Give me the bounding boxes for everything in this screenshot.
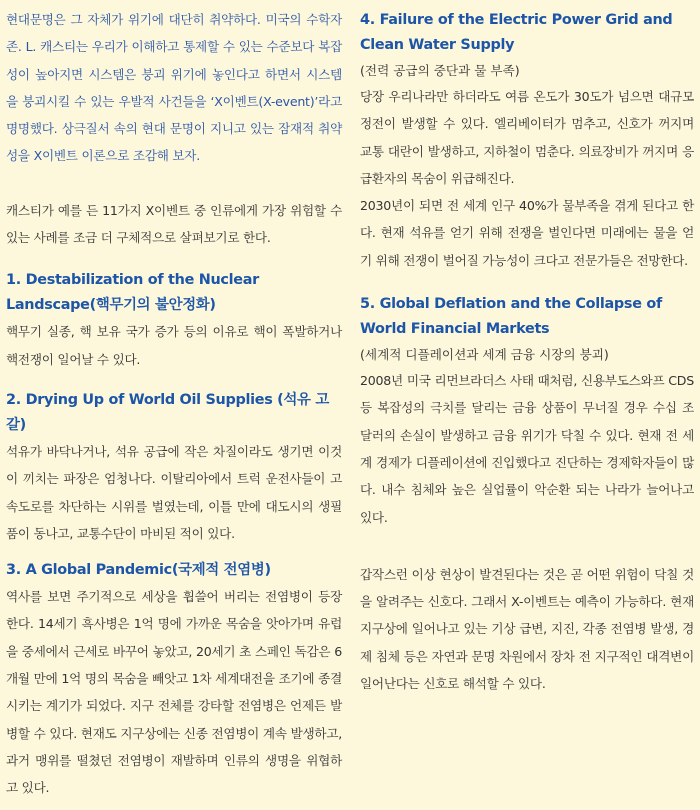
closing-paragraph: 갑작스런 이상 현상이 발견된다는 것은 곧 어떤 위험이 닥칠 것을 알려주는 신호다. 그래서 X-이벤트는 예측이 가능하다. 현재 지구상에 일어나고 있는 기상 급변, 지진, 각종 전염병 발생, 경제 침체 등은 자연과 문명 차원에서 장차 전 지구적인 대격변이 일어난다는 신호로 해석할 수 있다. xyxy=(360,566,694,692)
section-5-paragraph: 2008년 미국 리먼브라더스 사태 때처럼, 신용부도스와프 CDS 등 복잡성의 극치를 달리는 금융 상품이 무너질 경우 수십 조 달러의 손실이 발생하고 금융 위기가 닥칠 수 있다. 현재 전 세계 경제가 디플레이션에 진입했다고 진단하는 경제학자들이 많다. 내수 침체와 높은 실업률이 악순환 되는 나라가 늘어나고 있다. xyxy=(360,373,694,525)
section-4-subtitle: (전력 공급의 중단과 물 부족) xyxy=(360,63,520,78)
section-4 xyxy=(360,8,694,274)
section-5-subtitle: (세계적 디플레이션과 세계 금융 시장의 붕괴) xyxy=(360,347,609,363)
right-column xyxy=(360,8,694,697)
intro-paragraph: 현대문명은 그 자체가 위기에 대단히 취약하다. 미국의 수학자 존. L. 캐스티는 우리가 이해하고 통제할 수 있는 수준보다 복잡성이 높아지면 시스템은 붕괴 위기에 놓인다고 하면서 시스템을 붕괴시킬 수 있는 우발적 사건들을 ‘X이벤트(X-event)’라고 명명했다. 상극질서 속의 현대 문명이 지니고 있는 잠재적 취약성을 X이벤트 이론으로 조감해 보자. xyxy=(6,12,342,164)
section-4-paragraph: 당장 우리나라만 하더라도 여름 온도가 30도가 넘으면 대규모 정전이 발생할 수 있다. 엘리베이터가 멈추고, 신호가 꺼지며 교통 대란이 발생하고, 지하철이 멈춘다. 의료장비가 꺼지며 응급환자의 목숨이 위급해진다. xyxy=(360,89,694,186)
section-2-body: 석유가 바닥나거나, 석유 공급에 작은 차질이라도 생기면 이것이 끼치는 파장은 엄청나다. 이탈리아에서 트럭 운전사들이 고속도로를 차단하는 시위를 벌였는데, 이틀 만에 대도시의 생필품이 동나고, 교통수단이 마비된 적이 있다. xyxy=(6,443,342,541)
section-1-body: 핵무기 실종, 핵 보유 국가 증가 등의 이유로 핵이 폭발하거나 핵전쟁이 일어날 수 있다. xyxy=(6,324,342,367)
section-4-paragraph: 2030년이 되면 전 세계 인구 40%가 물부족을 겪게 된다고 한다. 현재 석유를 얻기 위해 전쟁을 벌인다면 미래에는 물을 얻기 위해 전쟁이 벌어질 가능성이 크다고 전문가들은 전망한다. xyxy=(360,198,694,268)
section-3-heading: 3. A Global Pandemic(국제적 전염병) xyxy=(6,562,271,579)
section-3 xyxy=(6,558,342,801)
section-1 xyxy=(6,268,342,373)
lead-paragraph: 캐스티가 예를 든 11가지 X이벤트 중 인류에게 가장 위험할 수 있는 사례를 조금 더 구체적으로 살펴보기로 한다. xyxy=(6,202,342,246)
section-5-heading: 5. Global Deflation and the Collapse of World Financial Markets xyxy=(360,296,662,338)
section-3-body: 역사를 보면 주기적으로 세상을 휩쓸어 버리는 전염병이 등장한다. 14세기 흑사병은 1억 명에 가까운 목숨을 앗아가며 유럽을 중세에서 근세로 바꾸어 놓았고, 20세기 초 스페인 독감은 6개월 만에 1억 명의 목숨을 빼앗고 1차 세계대전을 조기에 종결시키는 계기가 되었다. 지구 전체를 강타할 전염병은 언제든 발병할 수 있다. 현재도 지구상에는 신종 전염병이 계속 발생하고, 과거 맹위를 떨쳤던 전염병이 재발하며 인류의 생명을 위협하고 있다. xyxy=(6,589,342,796)
section-2-heading: 2. Drying Up of World Oil Supplies (석유 고갈) xyxy=(6,391,329,433)
section-4-heading: 4. Failure of the Electric Power Grid and Clean Water Supply xyxy=(360,12,673,53)
section-5 xyxy=(360,292,694,531)
section-2 xyxy=(6,388,342,547)
section-1-heading: 1. Destabilization of the Nuclear Landscape(핵무기의 불안정화) xyxy=(6,272,259,314)
left-column xyxy=(6,6,342,802)
